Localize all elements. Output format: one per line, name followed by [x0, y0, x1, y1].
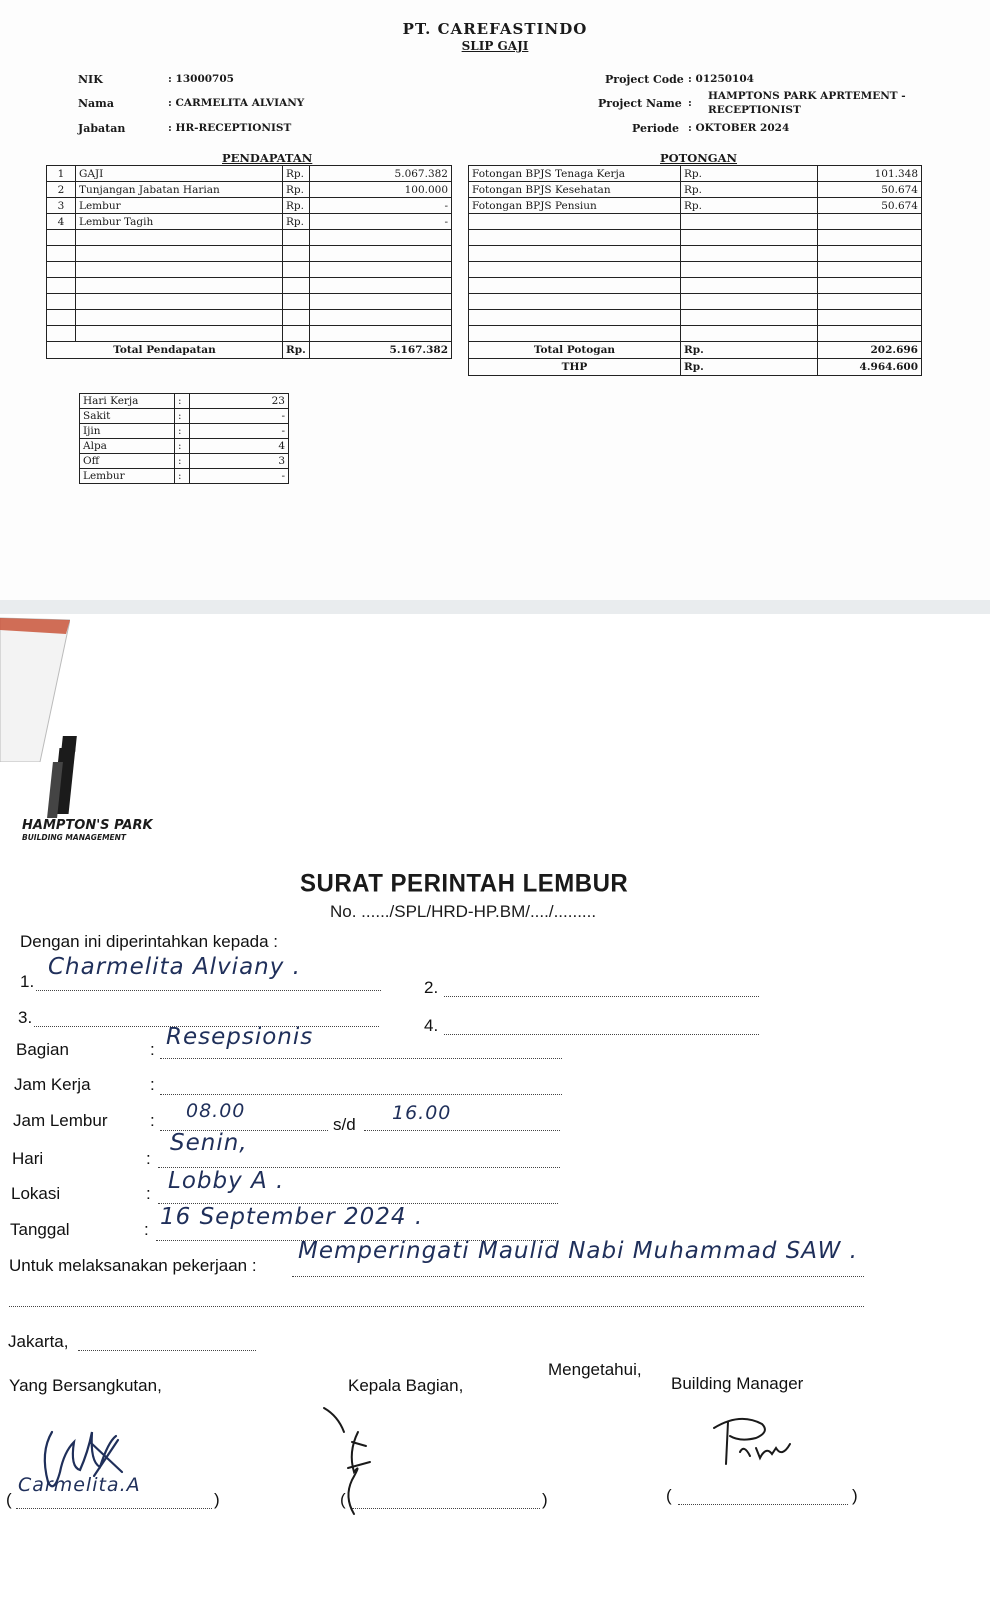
att-sep: : — [175, 409, 190, 424]
total-potongan-value: 202.696 — [818, 342, 922, 359]
colon: : — [144, 1220, 149, 1239]
row-name: Fotongan BPJS Kesehatan — [469, 182, 681, 198]
att-sep: : — [175, 394, 190, 409]
att-value: - — [190, 424, 289, 439]
att-value: 23 — [190, 394, 289, 409]
table-row — [469, 166, 922, 182]
row-no: 2 — [47, 182, 76, 198]
empty-row — [47, 326, 452, 342]
attendance-table — [79, 393, 289, 484]
att-label: Alpa — [80, 439, 175, 454]
periode-label: Periode — [632, 122, 679, 135]
lokasi-value: Lobby A . — [168, 1168, 285, 1194]
empty-row — [469, 326, 922, 342]
att-value: 4 — [190, 439, 289, 454]
overtime-order-letter — [0, 612, 990, 1600]
row-rp: Rp. — [681, 182, 818, 198]
row-value: 5.067.382 — [310, 166, 452, 182]
total-potongan-row — [469, 342, 922, 359]
intro-text: Dengan ini diperintahkan kepada : — [20, 932, 279, 951]
pekerjaan-value: Memperingati Maulid Nabi Muhammad SAW . — [298, 1238, 858, 1264]
table-row — [80, 439, 289, 454]
att-sep: : — [175, 454, 190, 469]
total-pendapatan-rp: Rp. — [283, 342, 310, 359]
jam-lembur-from: 08.00 — [186, 1100, 246, 1122]
slip-title: SLIP GAJI — [461, 39, 529, 53]
bagian-value: Resepsionis — [166, 1024, 314, 1050]
sig3-line — [678, 1504, 848, 1505]
row-value: 50.674 — [818, 198, 922, 214]
row-value: 50.674 — [818, 182, 922, 198]
tanggal-value: 16 September 2024 . — [160, 1204, 424, 1230]
row-name: Fotongan BPJS Pensiun — [469, 198, 681, 214]
empty-row — [469, 294, 922, 310]
pekerjaan-line-2 — [9, 1306, 864, 1307]
letter-title: SURAT PERINTAH LEMBUR — [300, 869, 629, 898]
person-4-number: 4. — [424, 1016, 439, 1035]
sig1-label: Yang Bersangkutan, — [9, 1376, 162, 1395]
project-name-value: HAMPTONS PARK APRTEMENT - — [708, 90, 906, 102]
sig3-label: Building Manager — [671, 1374, 804, 1393]
pendapatan-title: PENDAPATAN — [222, 151, 313, 165]
att-value: 3 — [190, 454, 289, 469]
project-code-label: Project Code — [605, 73, 684, 86]
project-name-label: Project Name — [598, 97, 682, 110]
thp-label: THP — [469, 359, 681, 376]
total-pendapatan-row — [47, 342, 452, 359]
thp-rp: Rp. — [681, 359, 818, 376]
project-code-value: : 01250104 — [688, 73, 754, 85]
city-label: Jakarta, — [8, 1332, 69, 1351]
row-name: GAJI — [76, 166, 283, 182]
nik-value: : 13000705 — [168, 73, 234, 85]
nik-label: NIK — [78, 73, 103, 86]
row-no: 4 — [47, 214, 76, 230]
colon: : — [146, 1184, 151, 1203]
sig1-paren-open: ( — [6, 1490, 12, 1509]
att-label: Hari Kerja — [80, 394, 175, 409]
total-pendapatan-value: 5.167.382 — [310, 342, 452, 359]
empty-row — [47, 310, 452, 326]
table-row — [80, 394, 289, 409]
sig1-name: Carmelita.A — [18, 1474, 141, 1496]
jam-kerja-label: Jam Kerja — [14, 1075, 91, 1094]
att-label: Off — [80, 454, 175, 469]
total-potongan-rp: Rp. — [681, 342, 818, 359]
city-date-line — [78, 1350, 256, 1351]
person-1-number: 1. — [20, 972, 35, 991]
row-value: 100.000 — [310, 182, 452, 198]
bagian-line — [160, 1058, 562, 1059]
table-row — [469, 198, 922, 214]
signature-3 — [700, 1408, 810, 1478]
nama-value: : CARMELITA ALVIANY — [168, 97, 305, 109]
row-name: Lembur — [76, 198, 283, 214]
row-no: 1 — [47, 166, 76, 182]
bagian-label: Bagian — [16, 1040, 69, 1059]
jam-kerja-line — [160, 1094, 562, 1095]
logo-line-1: HAMPTON'S PARK — [22, 818, 153, 833]
att-value: - — [190, 409, 289, 424]
jam-lembur-label: Jam Lembur — [13, 1111, 108, 1130]
empty-row — [469, 262, 922, 278]
pekerjaan-label: Untuk melaksanakan pekerjaan : — [9, 1256, 257, 1275]
potongan-title: POTONGAN — [660, 151, 738, 165]
salary-slip — [0, 0, 990, 610]
row-rp: Rp. — [283, 166, 310, 182]
table-row — [80, 454, 289, 469]
company-name: PT. CAREFASTINDO — [402, 20, 588, 38]
total-potongan-label: Total Potogan — [469, 342, 681, 359]
empty-row — [47, 262, 452, 278]
row-name: Lembur Tagih — [76, 214, 283, 230]
jabatan-value: : HR-RECEPTIONIST — [168, 122, 292, 134]
table-row — [80, 469, 289, 484]
total-pendapatan-label: Total Pendapatan — [47, 342, 283, 359]
empty-row — [47, 294, 452, 310]
empty-row — [469, 310, 922, 326]
hari-value: Senin, — [170, 1130, 248, 1156]
page-corner-decoration — [0, 612, 70, 762]
table-row — [47, 214, 452, 230]
person-1-line — [36, 990, 381, 991]
row-value: - — [310, 198, 452, 214]
project-name-value-2: RECEPTIONIST — [708, 104, 801, 116]
sig2-paren-close: ) — [542, 1490, 548, 1509]
row-rp: Rp. — [681, 166, 818, 182]
sig3-paren-open: ( — [666, 1486, 672, 1505]
row-rp: Rp. — [283, 198, 310, 214]
table-row — [80, 409, 289, 424]
thp-row — [469, 359, 922, 376]
logo-line-2: BUILDING MANAGEMENT — [22, 833, 127, 842]
person-4-line — [444, 1034, 759, 1035]
table-row — [469, 182, 922, 198]
empty-row — [469, 230, 922, 246]
thp-value: 4.964.600 — [818, 359, 922, 376]
sd-label: s/d — [333, 1115, 356, 1134]
person-2-number: 2. — [424, 978, 439, 997]
row-rp: Rp. — [283, 214, 310, 230]
colon: : — [150, 1040, 155, 1059]
att-label: Lembur — [80, 469, 175, 484]
mengetahui-label: Mengetahui, — [548, 1360, 642, 1379]
row-name: Tunjangan Jabatan Harian — [76, 182, 283, 198]
sig1-paren-close: ) — [214, 1490, 220, 1509]
potongan-table — [468, 165, 922, 376]
row-name: Fotongan BPJS Tenaga Kerja — [469, 166, 681, 182]
periode-value: : OKTOBER 2024 — [688, 122, 790, 134]
jam-lembur-to: 16.00 — [392, 1102, 452, 1124]
empty-row — [47, 230, 452, 246]
empty-row — [47, 246, 452, 262]
row-no: 3 — [47, 198, 76, 214]
signature-2 — [318, 1402, 388, 1522]
att-sep: : — [175, 469, 190, 484]
hari-label: Hari — [12, 1149, 44, 1168]
project-name-colon: : — [688, 97, 692, 109]
row-rp: Rp. — [283, 182, 310, 198]
pekerjaan-line — [292, 1276, 864, 1277]
person-3-number: 3. — [18, 1008, 33, 1027]
table-row — [47, 182, 452, 198]
sig1-line — [16, 1508, 212, 1509]
person-2-line — [444, 996, 759, 997]
row-rp: Rp. — [681, 198, 818, 214]
sig2-label: Kepala Bagian, — [348, 1376, 464, 1395]
lokasi-label: Lokasi — [11, 1184, 61, 1203]
colon: : — [150, 1075, 155, 1094]
letter-number: No. ....../SPL/HRD-HP.BM/..../......... — [330, 902, 597, 921]
table-row — [47, 166, 452, 182]
pendapatan-table — [46, 165, 452, 359]
att-value: - — [190, 469, 289, 484]
empty-row — [469, 214, 922, 230]
tanggal-label: Tanggal — [10, 1220, 70, 1239]
colon: : — [150, 1111, 155, 1130]
jabatan-label: Jabatan — [78, 122, 126, 135]
sig3-paren-close: ) — [852, 1486, 858, 1505]
table-row — [47, 198, 452, 214]
empty-row — [469, 278, 922, 294]
empty-row — [469, 246, 922, 262]
nama-label: Nama — [78, 97, 114, 110]
row-value: - — [310, 214, 452, 230]
att-label: Ijin — [80, 424, 175, 439]
row-value: 101.348 — [818, 166, 922, 182]
colon: : — [146, 1149, 151, 1168]
jam-lembur-to-line — [364, 1130, 560, 1131]
sig2-paren-open: ( — [340, 1490, 346, 1509]
empty-row — [47, 278, 452, 294]
section-divider — [0, 600, 990, 614]
att-sep: : — [175, 424, 190, 439]
att-label: Sakit — [80, 409, 175, 424]
att-sep: : — [175, 439, 190, 454]
table-row — [80, 424, 289, 439]
person-1-name: Charmelita Alviany . — [48, 954, 301, 980]
sig2-line — [352, 1508, 540, 1509]
